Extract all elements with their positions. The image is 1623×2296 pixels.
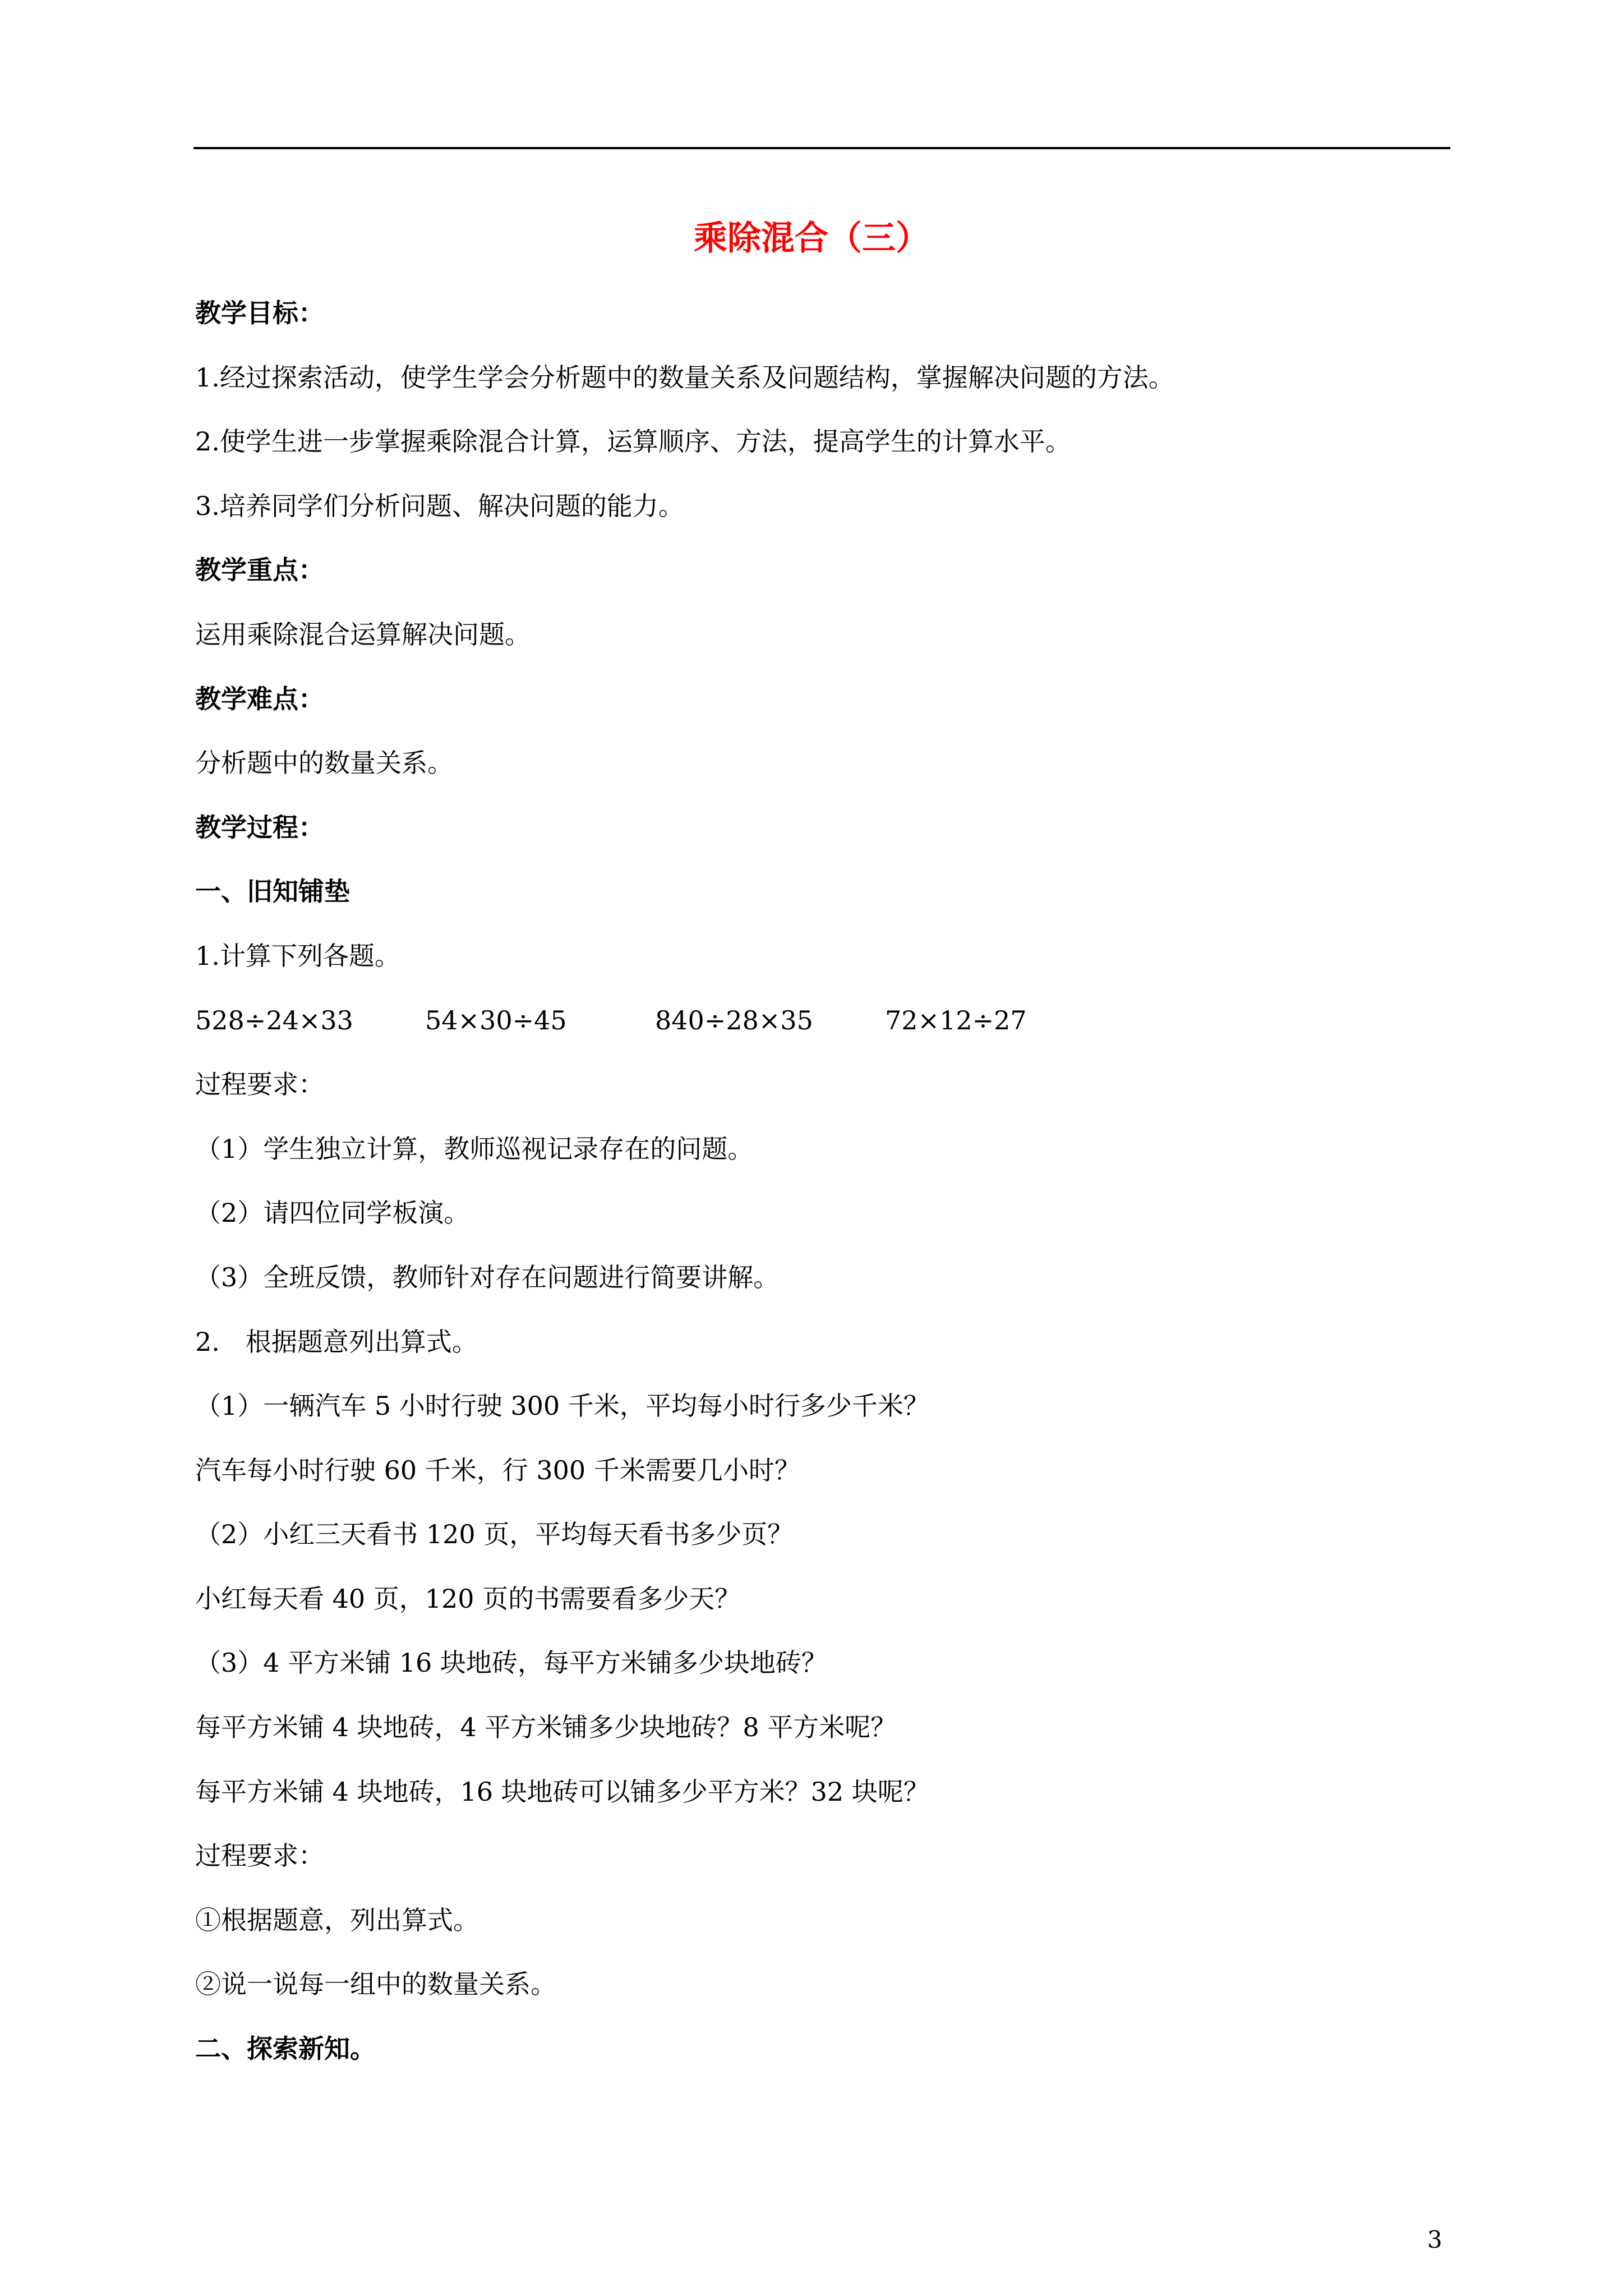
section-2-heading: 二、探索新知。 <box>195 2033 376 2064</box>
expression-row <box>195 1004 1451 1068</box>
expression-3: 840÷28×35 <box>655 1005 813 1036</box>
task-1: 1.计算下列各题。 <box>195 940 400 971</box>
goal-2: 2.使学生进一步掌握乘除混合计算，运算顺序、方法，提高学生的计算水平。 <box>195 426 1071 457</box>
page-number: 3 <box>1427 2226 1442 2253</box>
heading-teaching-process: 教学过程： <box>195 812 324 843</box>
problem-1b: 汽车每小时行驶 60 千米，行 300 千米需要几小时？ <box>195 1455 800 1485</box>
problem-3a: （3）4 平方米铺 16 块地砖，每平方米铺多少块地砖？ <box>195 1648 827 1678</box>
document-title: 乘除混合（三） <box>694 219 929 258</box>
expression-1: 528÷24×33 <box>195 1005 353 1036</box>
requirement-b: ②说一说每一组中的数量关系。 <box>195 1969 556 2000</box>
expression-2: 54×30÷45 <box>425 1005 567 1036</box>
difficulty-text: 分析题中的数量关系。 <box>195 748 453 779</box>
heading-teaching-goals: 教学目标： <box>195 298 324 328</box>
goal-1: 1.经过探索活动，使学生学会分析题中的数量关系及问题结构，掌握解决问题的方法。 <box>195 362 1174 393</box>
heading-difficulties: 教学难点： <box>195 683 324 714</box>
process-requirements-1: 过程要求： <box>195 1069 324 1100</box>
document-body <box>195 296 1451 2096</box>
task-2: 2. 根据题意列出算式。 <box>195 1326 478 1357</box>
section-1-heading: 一、旧知铺垫 <box>195 876 350 907</box>
requirement-a: ①根据题意，列出算式。 <box>195 1904 479 1935</box>
problem-2a: （2）小红三天看书 120 页，平均每天看书多少页？ <box>195 1519 794 1550</box>
heading-key-points: 教学重点： <box>195 555 324 586</box>
problem-1a: （1）一辆汽车 5 小时行驶 300 千米，平均每小时行多少千米？ <box>195 1391 929 1421</box>
expression-4: 72×12÷27 <box>885 1005 1027 1036</box>
problem-3c: 每平方米铺 4 块地砖，16 块地砖可以铺多少平方米？32 块呢？ <box>195 1776 929 1807</box>
requirement-1: （1）学生独立计算，教师巡视记录存在的问题。 <box>195 1133 754 1164</box>
process-requirements-2: 过程要求： <box>195 1841 324 1871</box>
requirement-2: （2）请四位同学板演。 <box>195 1198 470 1228</box>
problem-2b: 小红每天看 40 页，120 页的书需要看多少天？ <box>195 1583 741 1614</box>
key-point-text: 运用乘除混合运算解决问题。 <box>195 619 531 650</box>
requirement-3: （3）全班反馈，教师针对存在问题进行简要讲解。 <box>195 1262 780 1292</box>
header-rule <box>193 147 1450 149</box>
goal-3: 3.培养同学们分析问题、解决问题的能力。 <box>195 490 684 521</box>
problem-3b: 每平方米铺 4 块地砖，4 平方米铺多少块地砖？8 平方米呢？ <box>195 1712 897 1743</box>
